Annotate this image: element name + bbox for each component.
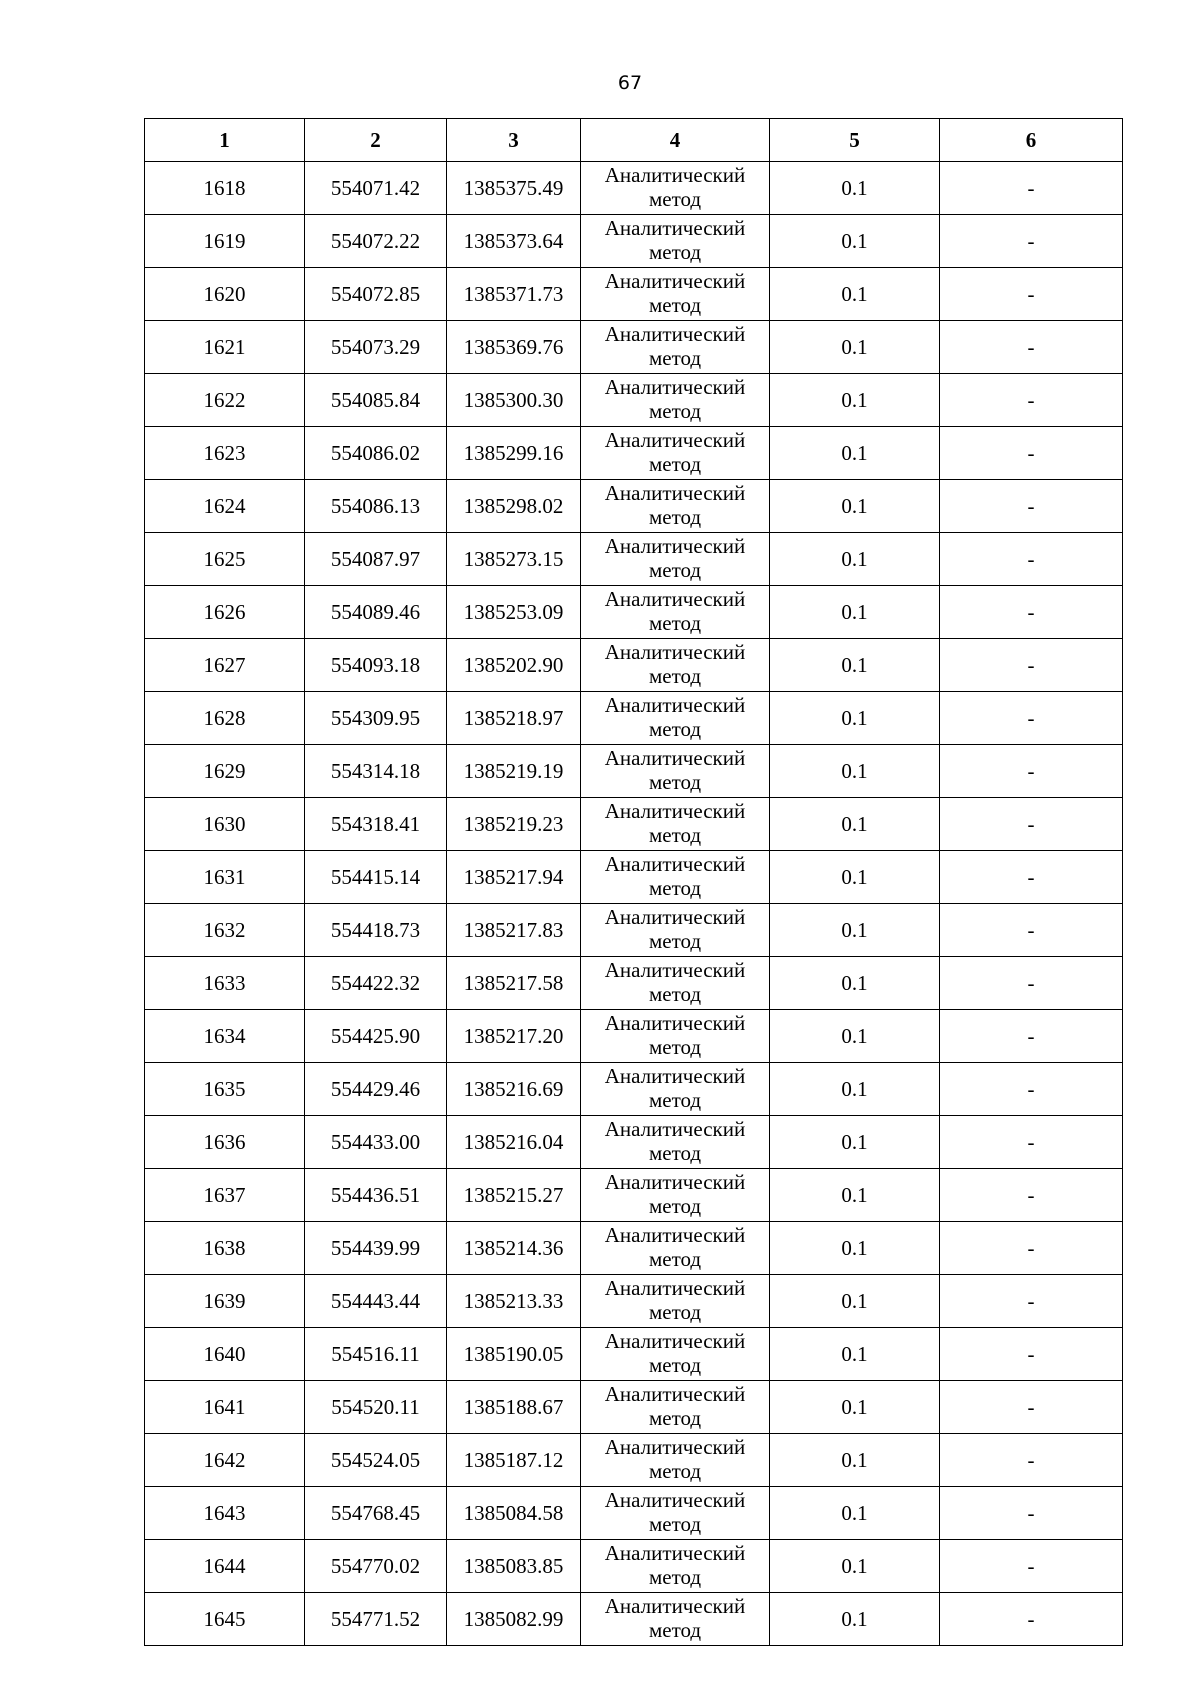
- y-coordinate-cell: 1385371.73: [447, 268, 581, 321]
- point-number-cell: 1625: [145, 533, 305, 586]
- x-coordinate-cell: 554318.41: [305, 798, 447, 851]
- accuracy-cell: 0.1: [770, 374, 940, 427]
- point-number-cell: 1637: [145, 1169, 305, 1222]
- note-cell: -: [940, 1063, 1123, 1116]
- method-cell: Аналитический метод: [581, 480, 770, 533]
- table-row: [145, 957, 1123, 1010]
- method-cell: Аналитический метод: [581, 162, 770, 215]
- note-cell: -: [940, 162, 1123, 215]
- y-coordinate-cell: 1385217.58: [447, 957, 581, 1010]
- accuracy-cell: 0.1: [770, 480, 940, 533]
- column-header: 6: [940, 119, 1123, 162]
- y-coordinate-cell: 1385273.15: [447, 533, 581, 586]
- note-cell: -: [940, 1381, 1123, 1434]
- table-row: [145, 480, 1123, 533]
- method-cell: Аналитический метод: [581, 1063, 770, 1116]
- method-cell: Аналитический метод: [581, 745, 770, 798]
- point-number-cell: 1630: [145, 798, 305, 851]
- point-number-cell: 1621: [145, 321, 305, 374]
- y-coordinate-cell: 1385190.05: [447, 1328, 581, 1381]
- point-number-cell: 1639: [145, 1275, 305, 1328]
- method-cell: Аналитический метод: [581, 215, 770, 268]
- table-header-row: [145, 119, 1123, 162]
- table-row: [145, 1593, 1123, 1646]
- y-coordinate-cell: 1385217.83: [447, 904, 581, 957]
- accuracy-cell: 0.1: [770, 745, 940, 798]
- point-number-cell: 1632: [145, 904, 305, 957]
- y-coordinate-cell: 1385253.09: [447, 586, 581, 639]
- point-number-cell: 1635: [145, 1063, 305, 1116]
- method-cell: Аналитический метод: [581, 1434, 770, 1487]
- x-coordinate-cell: 554516.11: [305, 1328, 447, 1381]
- y-coordinate-cell: 1385202.90: [447, 639, 581, 692]
- point-number-cell: 1629: [145, 745, 305, 798]
- note-cell: -: [940, 321, 1123, 374]
- method-cell: Аналитический метод: [581, 957, 770, 1010]
- accuracy-cell: 0.1: [770, 321, 940, 374]
- point-number-cell: 1638: [145, 1222, 305, 1275]
- accuracy-cell: 0.1: [770, 798, 940, 851]
- table-row: [145, 1010, 1123, 1063]
- accuracy-cell: 0.1: [770, 1381, 940, 1434]
- point-number-cell: 1641: [145, 1381, 305, 1434]
- column-header: 3: [447, 119, 581, 162]
- x-coordinate-cell: 554087.97: [305, 533, 447, 586]
- method-cell: Аналитический метод: [581, 1328, 770, 1381]
- accuracy-cell: 0.1: [770, 692, 940, 745]
- method-cell: Аналитический метод: [581, 692, 770, 745]
- table-row: [145, 1328, 1123, 1381]
- note-cell: -: [940, 268, 1123, 321]
- page-number: 67: [617, 72, 643, 94]
- table-row: [145, 374, 1123, 427]
- y-coordinate-cell: 1385217.94: [447, 851, 581, 904]
- method-cell: Аналитический метод: [581, 1222, 770, 1275]
- y-coordinate-cell: 1385219.23: [447, 798, 581, 851]
- x-coordinate-cell: 554073.29: [305, 321, 447, 374]
- note-cell: -: [940, 1593, 1123, 1646]
- note-cell: -: [940, 1328, 1123, 1381]
- point-number-cell: 1624: [145, 480, 305, 533]
- table-row: [145, 798, 1123, 851]
- accuracy-cell: 0.1: [770, 427, 940, 480]
- x-coordinate-cell: 554085.84: [305, 374, 447, 427]
- accuracy-cell: 0.1: [770, 1328, 940, 1381]
- y-coordinate-cell: 1385218.97: [447, 692, 581, 745]
- x-coordinate-cell: 554524.05: [305, 1434, 447, 1487]
- x-coordinate-cell: 554443.44: [305, 1275, 447, 1328]
- y-coordinate-cell: 1385216.69: [447, 1063, 581, 1116]
- accuracy-cell: 0.1: [770, 851, 940, 904]
- note-cell: -: [940, 1434, 1123, 1487]
- x-coordinate-cell: 554436.51: [305, 1169, 447, 1222]
- table-body: [145, 162, 1123, 1646]
- table-row: [145, 268, 1123, 321]
- y-coordinate-cell: 1385375.49: [447, 162, 581, 215]
- point-number-cell: 1640: [145, 1328, 305, 1381]
- note-cell: -: [940, 1487, 1123, 1540]
- point-number-cell: 1622: [145, 374, 305, 427]
- point-number-cell: 1618: [145, 162, 305, 215]
- x-coordinate-cell: 554520.11: [305, 1381, 447, 1434]
- accuracy-cell: 0.1: [770, 1275, 940, 1328]
- accuracy-cell: 0.1: [770, 904, 940, 957]
- point-number-cell: 1633: [145, 957, 305, 1010]
- note-cell: -: [940, 374, 1123, 427]
- method-cell: Аналитический метод: [581, 639, 770, 692]
- x-coordinate-cell: 554415.14: [305, 851, 447, 904]
- method-cell: Аналитический метод: [581, 798, 770, 851]
- method-cell: Аналитический метод: [581, 321, 770, 374]
- table-row: [145, 1116, 1123, 1169]
- point-number-cell: 1645: [145, 1593, 305, 1646]
- point-number-cell: 1626: [145, 586, 305, 639]
- accuracy-cell: 0.1: [770, 1540, 940, 1593]
- table-row: [145, 745, 1123, 798]
- column-header: 4: [581, 119, 770, 162]
- table-row: [145, 1275, 1123, 1328]
- method-cell: Аналитический метод: [581, 268, 770, 321]
- point-number-cell: 1623: [145, 427, 305, 480]
- x-coordinate-cell: 554071.42: [305, 162, 447, 215]
- table-row: [145, 1222, 1123, 1275]
- note-cell: -: [940, 639, 1123, 692]
- column-header: 2: [305, 119, 447, 162]
- accuracy-cell: 0.1: [770, 1063, 940, 1116]
- x-coordinate-cell: 554093.18: [305, 639, 447, 692]
- accuracy-cell: 0.1: [770, 215, 940, 268]
- point-number-cell: 1644: [145, 1540, 305, 1593]
- x-coordinate-cell: 554086.13: [305, 480, 447, 533]
- table-row: [145, 1487, 1123, 1540]
- table-row: [145, 639, 1123, 692]
- note-cell: -: [940, 586, 1123, 639]
- point-number-cell: 1628: [145, 692, 305, 745]
- y-coordinate-cell: 1385217.20: [447, 1010, 581, 1063]
- table-row: [145, 215, 1123, 268]
- table-row: [145, 904, 1123, 957]
- accuracy-cell: 0.1: [770, 1116, 940, 1169]
- accuracy-cell: 0.1: [770, 957, 940, 1010]
- x-coordinate-cell: 554418.73: [305, 904, 447, 957]
- table-row: [145, 1169, 1123, 1222]
- y-coordinate-cell: 1385215.27: [447, 1169, 581, 1222]
- note-cell: -: [940, 851, 1123, 904]
- table-row: [145, 1063, 1123, 1116]
- x-coordinate-cell: 554072.22: [305, 215, 447, 268]
- y-coordinate-cell: 1385188.67: [447, 1381, 581, 1434]
- y-coordinate-cell: 1385216.04: [447, 1116, 581, 1169]
- table-row: [145, 586, 1123, 639]
- note-cell: -: [940, 904, 1123, 957]
- x-coordinate-cell: 554422.32: [305, 957, 447, 1010]
- point-number-cell: 1619: [145, 215, 305, 268]
- x-coordinate-cell: 554433.00: [305, 1116, 447, 1169]
- accuracy-cell: 0.1: [770, 586, 940, 639]
- accuracy-cell: 0.1: [770, 1593, 940, 1646]
- x-coordinate-cell: 554072.85: [305, 268, 447, 321]
- table-row: [145, 427, 1123, 480]
- x-coordinate-cell: 554425.90: [305, 1010, 447, 1063]
- accuracy-cell: 0.1: [770, 639, 940, 692]
- x-coordinate-cell: 554309.95: [305, 692, 447, 745]
- x-coordinate-cell: 554314.18: [305, 745, 447, 798]
- method-cell: Аналитический метод: [581, 904, 770, 957]
- table-row: [145, 692, 1123, 745]
- note-cell: -: [940, 1116, 1123, 1169]
- y-coordinate-cell: 1385219.19: [447, 745, 581, 798]
- point-number-cell: 1634: [145, 1010, 305, 1063]
- y-coordinate-cell: 1385083.85: [447, 1540, 581, 1593]
- point-number-cell: 1620: [145, 268, 305, 321]
- accuracy-cell: 0.1: [770, 1434, 940, 1487]
- note-cell: -: [940, 957, 1123, 1010]
- y-coordinate-cell: 1385213.33: [447, 1275, 581, 1328]
- note-cell: -: [940, 692, 1123, 745]
- note-cell: -: [940, 1010, 1123, 1063]
- method-cell: Аналитический метод: [581, 427, 770, 480]
- point-number-cell: 1642: [145, 1434, 305, 1487]
- accuracy-cell: 0.1: [770, 268, 940, 321]
- x-coordinate-cell: 554439.99: [305, 1222, 447, 1275]
- column-header: 5: [770, 119, 940, 162]
- table-row: [145, 1381, 1123, 1434]
- method-cell: Аналитический метод: [581, 851, 770, 904]
- x-coordinate-cell: 554770.02: [305, 1540, 447, 1593]
- y-coordinate-cell: 1385369.76: [447, 321, 581, 374]
- note-cell: -: [940, 1540, 1123, 1593]
- accuracy-cell: 0.1: [770, 162, 940, 215]
- note-cell: -: [940, 427, 1123, 480]
- accuracy-cell: 0.1: [770, 1169, 940, 1222]
- note-cell: -: [940, 745, 1123, 798]
- method-cell: Аналитический метод: [581, 1540, 770, 1593]
- note-cell: -: [940, 1169, 1123, 1222]
- point-number-cell: 1627: [145, 639, 305, 692]
- note-cell: -: [940, 1275, 1123, 1328]
- y-coordinate-cell: 1385082.99: [447, 1593, 581, 1646]
- method-cell: Аналитический метод: [581, 1593, 770, 1646]
- accuracy-cell: 0.1: [770, 1010, 940, 1063]
- note-cell: -: [940, 533, 1123, 586]
- x-coordinate-cell: 554089.46: [305, 586, 447, 639]
- y-coordinate-cell: 1385299.16: [447, 427, 581, 480]
- table-row: [145, 162, 1123, 215]
- note-cell: -: [940, 798, 1123, 851]
- column-header: 1: [145, 119, 305, 162]
- method-cell: Аналитический метод: [581, 1116, 770, 1169]
- point-number-cell: 1636: [145, 1116, 305, 1169]
- table-row: [145, 1434, 1123, 1487]
- accuracy-cell: 0.1: [770, 533, 940, 586]
- method-cell: Аналитический метод: [581, 1010, 770, 1063]
- x-coordinate-cell: 554086.02: [305, 427, 447, 480]
- table-row: [145, 851, 1123, 904]
- method-cell: Аналитический метод: [581, 1381, 770, 1434]
- x-coordinate-cell: 554768.45: [305, 1487, 447, 1540]
- x-coordinate-cell: 554771.52: [305, 1593, 447, 1646]
- note-cell: -: [940, 480, 1123, 533]
- accuracy-cell: 0.1: [770, 1222, 940, 1275]
- method-cell: Аналитический метод: [581, 1487, 770, 1540]
- coordinates-table: [144, 118, 1123, 1646]
- method-cell: Аналитический метод: [581, 374, 770, 427]
- y-coordinate-cell: 1385214.36: [447, 1222, 581, 1275]
- y-coordinate-cell: 1385187.12: [447, 1434, 581, 1487]
- accuracy-cell: 0.1: [770, 1487, 940, 1540]
- table-row: [145, 1540, 1123, 1593]
- y-coordinate-cell: 1385373.64: [447, 215, 581, 268]
- point-number-cell: 1643: [145, 1487, 305, 1540]
- y-coordinate-cell: 1385298.02: [447, 480, 581, 533]
- note-cell: -: [940, 215, 1123, 268]
- table-row: [145, 533, 1123, 586]
- method-cell: Аналитический метод: [581, 1169, 770, 1222]
- y-coordinate-cell: 1385084.58: [447, 1487, 581, 1540]
- method-cell: Аналитический метод: [581, 1275, 770, 1328]
- method-cell: Аналитический метод: [581, 586, 770, 639]
- x-coordinate-cell: 554429.46: [305, 1063, 447, 1116]
- method-cell: Аналитический метод: [581, 533, 770, 586]
- table-row: [145, 321, 1123, 374]
- note-cell: -: [940, 1222, 1123, 1275]
- y-coordinate-cell: 1385300.30: [447, 374, 581, 427]
- point-number-cell: 1631: [145, 851, 305, 904]
